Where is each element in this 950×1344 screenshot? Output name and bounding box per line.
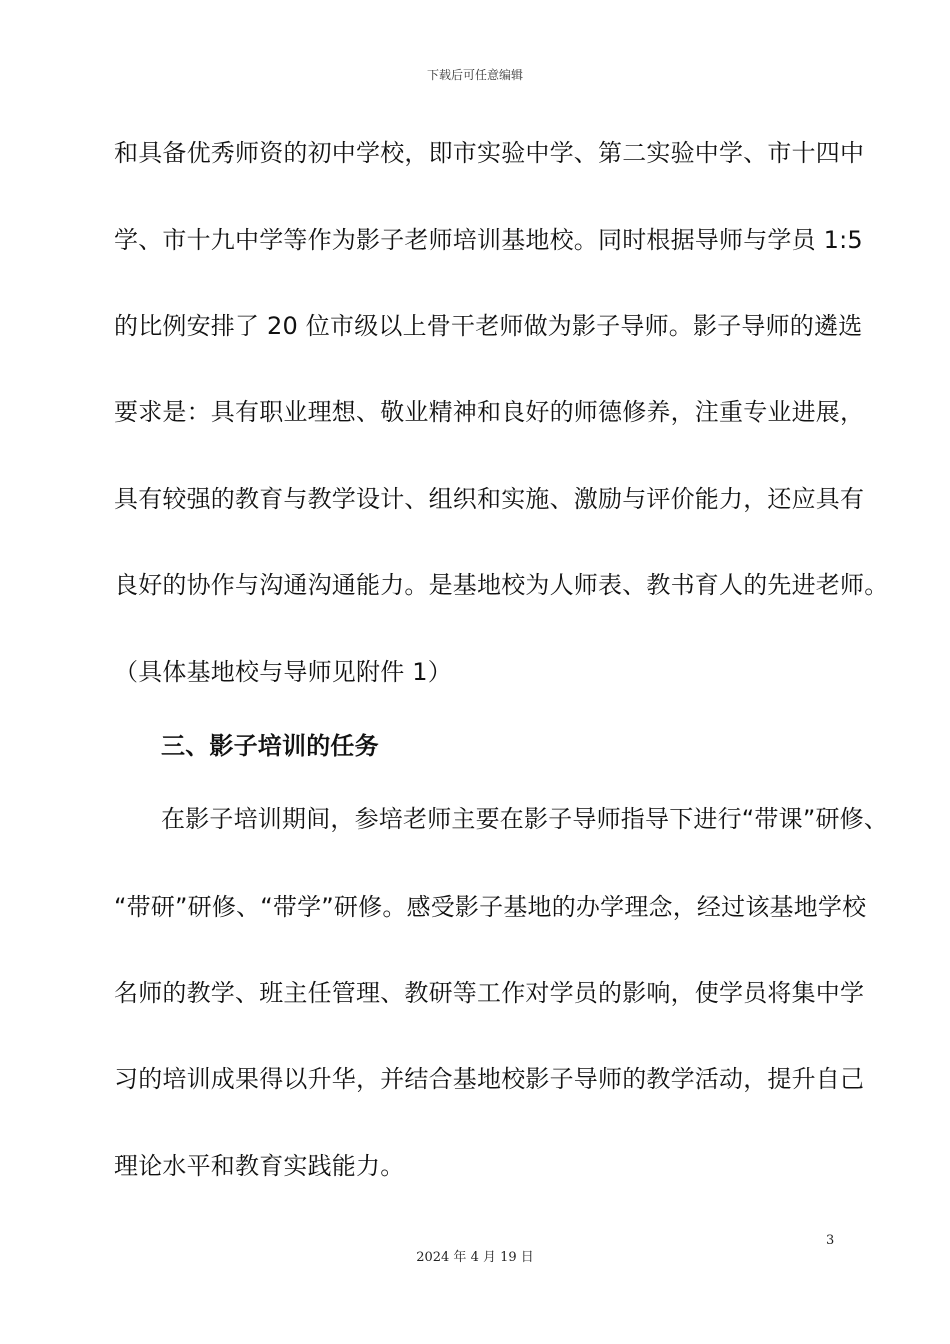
section-line: 理论水平和教育实践能力。: [114, 1152, 405, 1180]
footer-date: 2024 年 4 月 19 日: [416, 1250, 534, 1265]
body-line: 的比例安排了 20 位市级以上骨干老师做为影子导师。影子导师的遴选: [114, 312, 863, 340]
section-line: 习的培训成果得以升华，并结合基地校影子导师的教学活动，提升自己: [114, 1065, 865, 1093]
section-line: “带研”研修、“带学”研修。感受影子基地的办学理念，经过该基地学校: [114, 893, 867, 921]
page-header: 下载后可任意编辑: [426, 68, 523, 82]
page-number: 3: [826, 1233, 835, 1248]
body-line: 良好的协作与沟通沟通能力。是基地校为人师表、教书育人的先进老师。: [114, 571, 889, 599]
body-line: 学、市十九中学等作为影子老师培训基地校。同时根据导师与学员 1:5: [114, 226, 863, 254]
section-line: 名师的教学、班主任管理、教研等工作对学员的影响，使学员将集中学: [114, 979, 865, 1007]
body-line: （具体基地校与导师见附件 1）: [114, 658, 452, 686]
body-line: 要求是：具有职业理想、敬业精神和良好的师德修养，注重专业进展，: [114, 398, 865, 426]
body-line: 具有较强的教育与教学设计、组织和实施、激励与评价能力，还应具有: [114, 485, 865, 513]
section-heading: 三、影子培训的任务: [161, 732, 379, 760]
body-line: 和具备优秀师资的初中学校，即市实验中学、第二实验中学、市十四中: [114, 139, 865, 167]
section-line: 在影子培训期间，参培老师主要在影子导师指导下进行“带课”研修、: [161, 805, 889, 833]
